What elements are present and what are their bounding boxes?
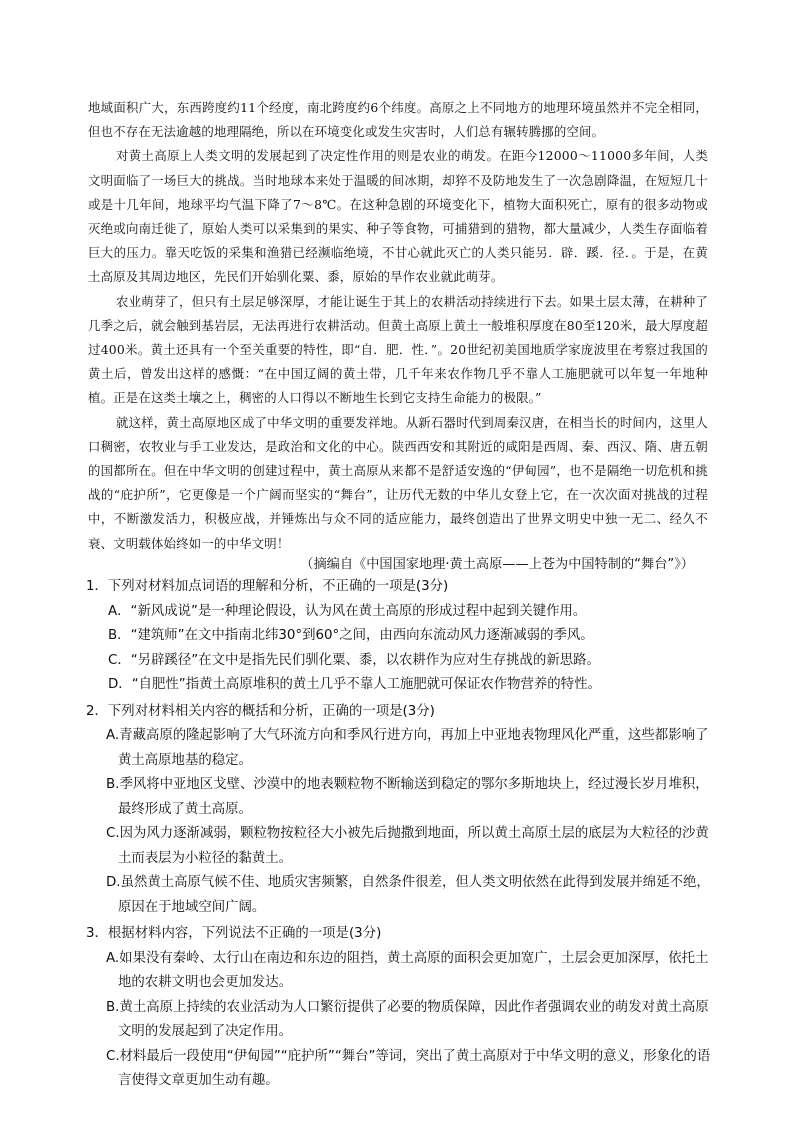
- passage-paragraph: 就这样，黄土高原地区成了中华文明的重要发祥地。从新石器时代到周秦汉唐，在相当长的时间内，这里人口稠密，农牧业与手工业发达，是政治和文化的中心。陕西西安和其附近的咸阳是西周、秦、西汉、隋、唐五朝的国都所在。但在中华文明的创建过程中，黄土高原从来都不是舒适安逸的“伊甸园”，也不是隔绝一切危机和挑战的“庇护所”，它更像是一个广阔而坚实的“舞台”，让历代无数的中华儿女登上它，在一次次面对挑战的过程中，不断激发活力，积极应战，并锤炼出与众不同的适应能力，最终创造出了世界文明史中独一无二、经久不衰、文明载体始终如一的中华文明！: [88, 414, 708, 551]
- question-stem: 2．下列对材料相关内容的概括和分析，正确的一项是(3分): [86, 703, 435, 719]
- option-d[interactable]: D.虽然黄土高原气候不佳、地质灾害频繁，自然条件很差，但人类文明依然在此得到发展并绵延不绝，原因在于地域空间广阔。: [106, 875, 710, 915]
- question-1: [86, 575, 718, 698]
- passage-paragraph: 地域面积广大，东西跨度约11个经度，南北跨度约6个纬度。高原之上不同地方的地理环境虽然并不完全相同，但也不存在无法逾越的地理隔绝，所以在环境变化或发生灾害时，人们总有辗转腾挪的空间。: [88, 100, 708, 140]
- option-b[interactable]: B.季风将中亚地区戈壁、沙漠中的地表颗粒物不断输送到稳定的鄂尔多斯地块上，经过漫长岁月堆积，最终形成了黄土高原。: [106, 777, 709, 817]
- option-a[interactable]: A.青藏高原的隆起影响了大气环流方向和季风行进方向，再加上中亚地表物理风化严重，这些都影响了黄土高原地基的稳定。: [106, 728, 709, 768]
- option-a[interactable]: A.如果没有秦岭、太行山在南边和东边的阻挡，黄土高原的面积会更加宽广，土层会更加深厚，依托土地的农耕文明也会更加发达。: [106, 950, 709, 990]
- passage-paragraph: 农业萌芽了，但只有土层足够深厚，才能让诞生于其上的农耕活动持续进行下去。如果土层太薄，在耕种了几季之后，就会触到基岩层，无法再进行农耕活动。但黄土高原上黄土一般堆积厚度在80至120米，最大厚度超过400米。黄土还具有一个至关重要的特性，即“自．肥．性．”。20世纪初美国地质学家庞波里在考察过我国的黄土后，曾发出这样的感慨：“在中国辽阔的黄土带，几千年来农作物几乎不靠人工施肥就可以年复一年地种植。正是在这类土壤之上，稠密的人口得以不断地生长到它支持生命能力的极限。”: [88, 293, 708, 406]
- option-c[interactable]: C．“另辟蹊径”在文中是指先民们驯化粟、黍，以农耕作为应对生存挑战的新思路。: [108, 652, 600, 668]
- question-3: [86, 922, 718, 1094]
- question-stem: 3．根据材料内容，下列说法不正确的一项是(3分): [86, 926, 382, 941]
- option-b[interactable]: B.黄土高原上持续的农业活动为人口繁衍提供了必要的物质保障，因此作者强调农业的萌发对黄土高原文明的发展起到了决定作用。: [106, 999, 709, 1039]
- option-c[interactable]: C.因为风力逐渐减弱，颗粒物按粒径大小被先后抛撒到地面，所以黄土高原土层的底层为大粒径的沙黄土而表层为小粒径的黏黄土。: [106, 826, 709, 866]
- option-a[interactable]: A．“新风成说”是一种理论假设，认为风在黄土高原的形成过程中起到关键作用。: [108, 603, 587, 619]
- reading-passage: [88, 96, 708, 556]
- passage-source: （摘编自《中国国家地理·黄土高原——上苍为中国特制的“舞台”》）: [300, 557, 694, 572]
- question-stem: 1．下列对材料加点词语的理解和分析，不正确的一项是(3分): [86, 579, 449, 594]
- question-2: [86, 700, 718, 921]
- question-list: [86, 573, 718, 1094]
- option-b[interactable]: B．“建筑师”在文中指南北纬30°到60°之间，由西向东流动风力逐渐减弱的季风。: [108, 628, 594, 643]
- passage-paragraph: 对黄土高原上人类文明的发展起到了决定性作用的则是农业的萌发。在距今12000～11000多年间，人类文明面临了一场巨大的挑战。当时地球本来处于温暖的间冰期，却猝不及防地发生了一次急剧降温，在短短几十或是十几年间，地球平均气温下降了7～8℃。在这种急剧的环境变化下，植物大面积死亡，原有的很多动物或灭绝或向南迁徙了，原始人类可以采集到的果实、种子等食物，可捕猎到的猎物，都大量减少，人类生存面临着巨大的压力。靠天吃饭的采集和渔猎已经濒临绝境，不甘心就此灭亡的人类只能另．辟．蹊．径．。于是，在黄土高原及其周边地区，先民们开始驯化粟、黍，原始的旱作农业就此萌芽。: [88, 148, 708, 285]
- option-c[interactable]: C.材料最后一段使用“伊甸园”“庇护所”“舞台”等词，突出了黄土高原对于中华文明的意义，形象化的语言使得文章更加生动有趣。: [106, 1048, 711, 1088]
- option-d[interactable]: D．“自肥性”指黄土高原堆积的黄土几乎不靠人工施肥就可保证农作物营养的特性。: [108, 677, 601, 692]
